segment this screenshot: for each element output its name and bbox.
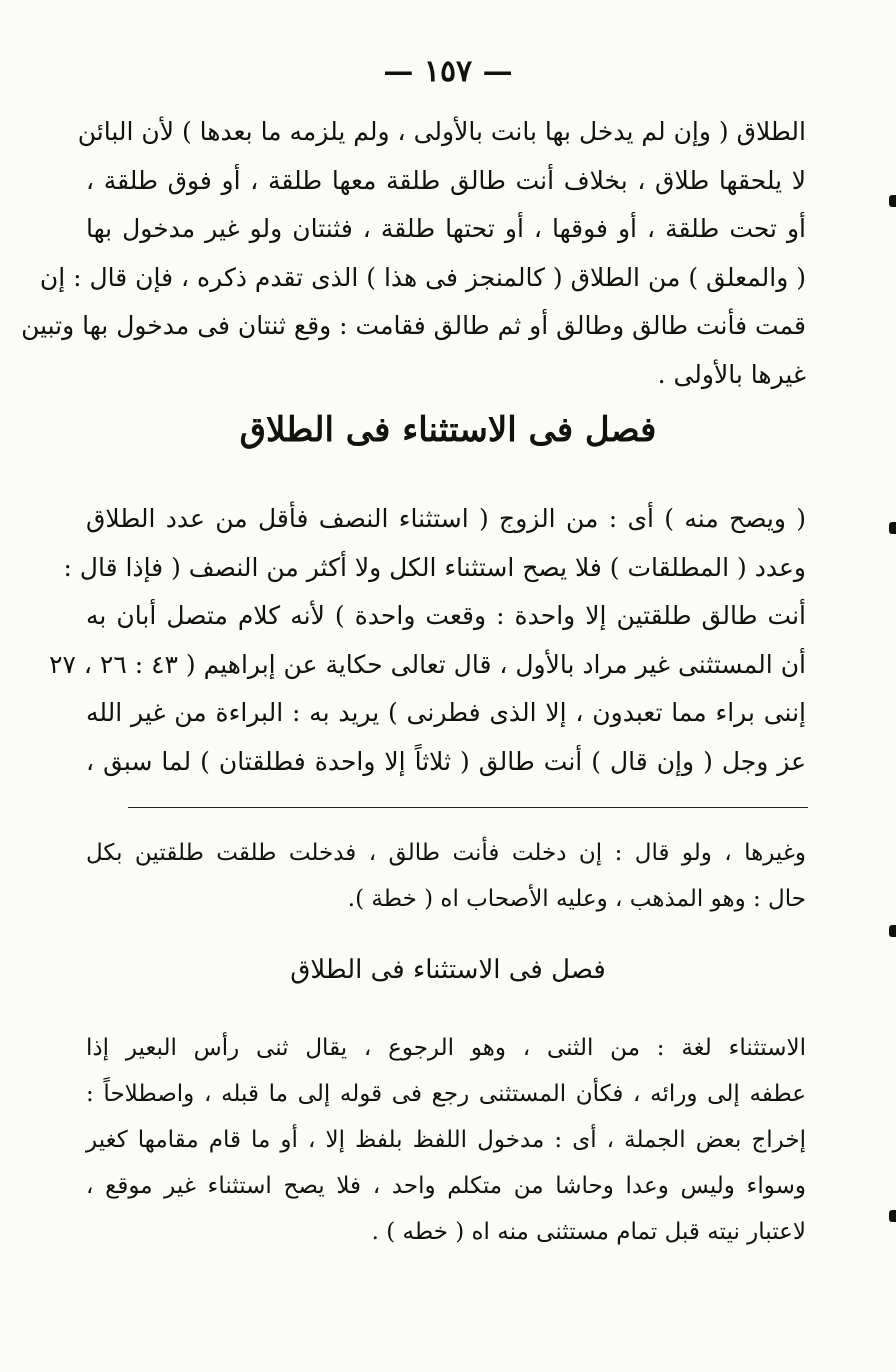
footnote-line: وسواء وليس وعدا وحاشا من متكلم واحد ، فلا يصح استثناء غير موقع ، — [86, 1173, 806, 1199]
page-edge-mark — [889, 522, 896, 534]
page-number: — ١٥٧ — — [383, 54, 513, 89]
page-edge-mark — [889, 925, 896, 937]
section-heading: فصل فى الاستثناء فى الطلاق — [239, 410, 657, 450]
footnote-block — [0, 830, 896, 922]
text-line: الطلاق ( وإن لم يدخل بها بانت بالأولى ، ولم يلزمه ما بعدها ) لأن البائن — [77, 117, 806, 146]
footnote-line: إخراج بعض الجملة ، أى : مدخول اللفظ بلفظ إلا ، أو ما قام مقامها كغير — [86, 1127, 806, 1153]
footnote-heading: فصل فى الاستثناء فى الطلاق — [290, 955, 606, 985]
page-edge-mark — [889, 195, 896, 207]
main-text-block — [0, 108, 896, 399]
text-line: ( ويصح منه ) أى : من الزوج ( استثناء النصف فأقل من عدد الطلاق — [86, 504, 806, 533]
footnote-line: الاستثناء لغة : من الثنى ، وهو الرجوع ، يقال ثنى رأس البعير إذا — [86, 1035, 806, 1061]
footnote-line: حال : وهو المذهب ، وعليه الأصحاب اه ( خطة ). — [347, 886, 806, 912]
footnote-divider — [128, 807, 808, 808]
text-line: إننى براء مما تعبدون ، إلا الذى فطرنى ) يريد به : البراءة من غير الله — [86, 698, 806, 727]
text-line: غيرها بالأولى . — [657, 359, 806, 389]
section-body — [0, 495, 896, 786]
text-line: لا يلحقها طلاق ، بخلاف أنت طالق طلقة معها طلقة ، أو فوق طلقة ، — [86, 165, 806, 195]
page-edge-mark — [889, 1210, 896, 1222]
text-line: ( والمعلق ) من الطلاق ( كالمنجز فى هذا ) الذى تقدم ذكره ، فإن قال : إن — [39, 262, 806, 292]
text-line: أن المستثنى غير مراد بالأول ، قال تعالى حكاية عن إبراهيم ( ٤٣ : ٢٦ ، ٢٧ — [49, 649, 806, 679]
footnote-line: وغيرها ، ولو قال : إن دخلت فأنت طالق ، فدخلت طلقت طلقتين بكل — [86, 840, 806, 866]
text-line: أو تحت طلقة ، أو فوقها ، أو تحتها طلقة ، فثنتان ولو غير مدخول بها — [86, 214, 806, 243]
text-line: عز وجل ( وإن قال ) أنت طالق ( ثلاثاً إلا واحدة فطلقتان ) لما سبق ، — [86, 746, 806, 776]
text-line: قمت فأنت طالق وطالق أو ثم طالق فقامت : وقع ثنتان فى مدخول بها وتبين — [21, 311, 806, 340]
footnote-block — [0, 1025, 896, 1255]
footnote-line: لاعتبار نيته قبل تمام مستثنى منه اه ( خطه ) . — [371, 1219, 806, 1245]
footnote-line: عطفه إلى ورائه ، فكأن المستثنى رجع فى قوله إلى ما قبله ، واصطلاحاً : — [86, 1081, 806, 1107]
text-line: وعدد ( المطلقات ) فلا يصح استثناء الكل ولا أكثر من النصف ( فإذا قال : — [63, 552, 806, 582]
text-line: أنت طالق طلقتين إلا واحدة : وقعت واحدة ) لأنه كلام متصل أبان به — [86, 601, 806, 630]
